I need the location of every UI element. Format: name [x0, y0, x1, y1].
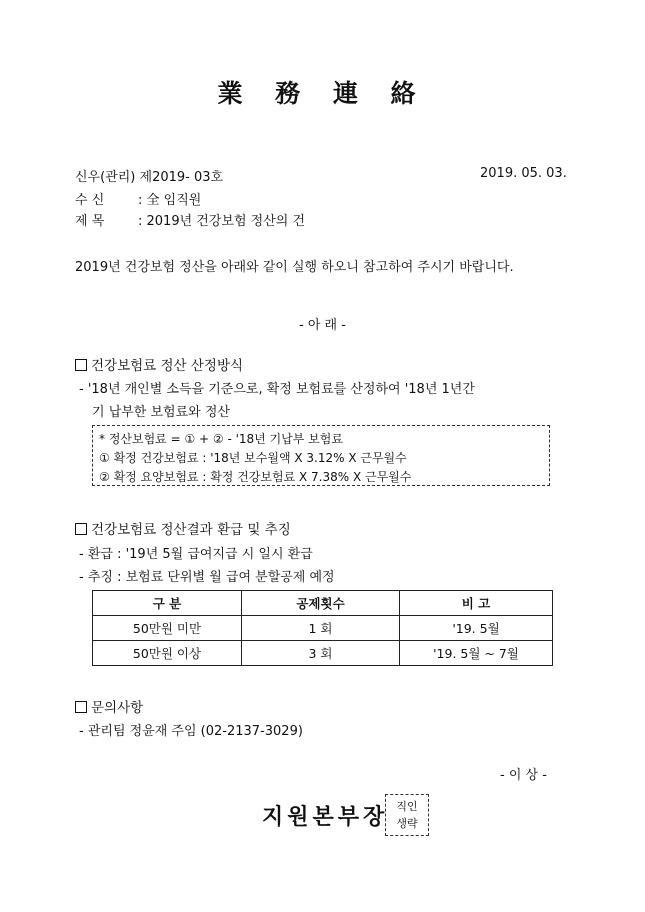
intro-text: 2019년 건강보험 정산을 아래와 같이 실행 하오니 참고하여 주시기 바랍니다. — [75, 260, 514, 275]
document-number: 신우(관리) 제2019- 03호 — [75, 170, 224, 185]
table-cell: 50만원 이상 — [93, 641, 242, 666]
table-cell: '19. 5월 — [400, 616, 553, 641]
formula-row-3: ② 확정 요양보험료 : 확정 건강보험료 X 7.38% X 근무월수 — [99, 470, 412, 484]
closing-mark: - 이 상 - — [500, 768, 547, 783]
table-header-count: 공제횟수 — [242, 591, 400, 616]
formula-box — [92, 425, 550, 486]
subject-label: 제 목 — [75, 214, 105, 229]
deduction-table — [92, 590, 553, 666]
section2-heading — [75, 518, 291, 538]
checkbox-icon — [75, 523, 87, 535]
signature-name: 지원본부장 — [262, 804, 389, 830]
recipient-value: : 全 임직원 — [138, 193, 202, 208]
subject-value: : 2019년 건강보험 정산의 건 — [138, 214, 306, 229]
section3-heading — [75, 696, 143, 716]
seal-omitted-box — [385, 794, 429, 836]
document-title: 業 務 連 絡 — [217, 79, 428, 108]
section2-line2: - 추징 : 보험료 단위별 월 급여 분할공제 예정 — [79, 570, 335, 585]
checkbox-icon — [75, 359, 87, 371]
section3-line1: - 관리팀 정윤재 주임 (02-2137-3029) — [79, 724, 303, 739]
table-header-row — [93, 591, 553, 616]
section1-heading — [75, 354, 243, 374]
table-cell: 50만원 미만 — [93, 616, 242, 641]
formula-row-1: * 정산보험료 = ① + ② - '18년 기납부 보험료 — [99, 432, 343, 446]
section2-line1: - 환급 : '19년 5월 급여지급 시 일시 환급 — [79, 547, 313, 562]
section3-heading-text: 문의사항 — [91, 700, 144, 716]
formula-row-2: ① 확정 건강보험료 : '18년 보수월액 X 3.12% X 근무월수 — [99, 451, 407, 465]
recipient-label: 수 신 — [75, 193, 105, 208]
below-mark: - 아 래 - — [299, 318, 346, 333]
table-cell: 1 회 — [242, 616, 400, 641]
table-row — [93, 641, 553, 666]
section1-line2: 기 납부한 보험료와 정산 — [92, 405, 230, 420]
table-row — [93, 616, 553, 641]
section1-heading-text: 건강보험료 정산 산정방식 — [91, 358, 244, 374]
table-cell: 3 회 — [242, 641, 400, 666]
seal-line-2: 생략 — [396, 817, 418, 830]
document-date: 2019. 05. 03. — [480, 166, 567, 181]
section1-line1: - '18년 개인별 소득을 기준으로, 확정 보험료를 산정하여 '18년 1년간 — [79, 382, 475, 397]
checkbox-icon — [75, 701, 87, 713]
table-header-note: 비 고 — [400, 591, 553, 616]
table-header-category: 구 분 — [93, 591, 242, 616]
table-cell: '19. 5월 ~ 7월 — [400, 641, 553, 666]
section2-heading-text: 건강보험료 정산결과 환급 및 추징 — [91, 522, 291, 538]
seal-line-1: 직인 — [396, 800, 418, 813]
